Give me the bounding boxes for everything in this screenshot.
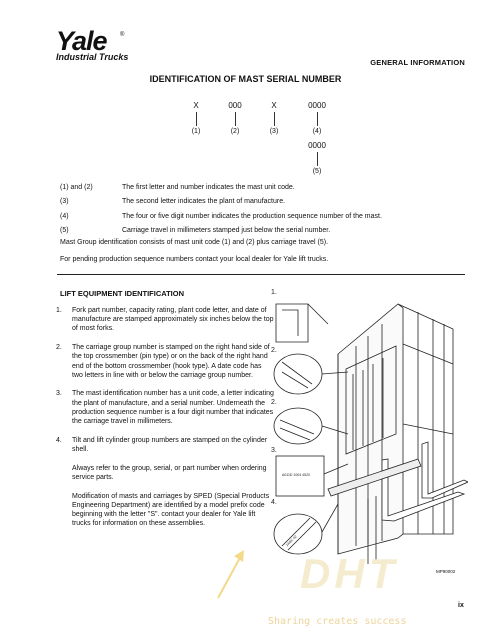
callout-carriage-bottom (271, 399, 348, 444)
mast-stamp-text: A011D 1004 4520 (282, 473, 310, 477)
code-leader-line (196, 112, 197, 126)
item-text: The mast identification number has a unit code, a letter indicating the plant of manufacture, and a serial number. Underneath the production sequence number is a four digit number that indicates the carriage travel in millimeters. (72, 390, 274, 426)
item-text: Fork part number, capacity rating, plant code letter, and date of manufacture are stamped approximately six inches below the top of most forks. (72, 307, 274, 333)
page-number: ix (458, 602, 464, 609)
definition-key: (3) (60, 198, 69, 206)
definition-row (60, 195, 480, 209)
item-text: The carriage group number is stamped on the right hand side of the top crossmember (pin type) or on the back of the right hand end of the bottom crossmember (hook type). A date code has two letters in line with or below the carriage group number. (72, 344, 270, 379)
callout-number: 4. (271, 499, 277, 506)
code-label: (2) (230, 128, 240, 135)
definition-text: The second letter indicates the plant of manufacture. (122, 198, 286, 206)
list-item (56, 389, 274, 426)
mast-group-note: Mast Group identification consists of mast unit code (1) and (2) plus carriage travel (5). (60, 239, 329, 246)
callout-carriage-top (271, 347, 348, 394)
registered-mark: ® (120, 32, 125, 38)
lift-items-list (56, 306, 274, 538)
section-title: GENERAL INFORMATION (370, 58, 465, 67)
list-item (56, 343, 274, 380)
definition-key: (5) (60, 226, 69, 234)
definition-key: (1) and (2) (60, 184, 93, 191)
definition-text: Carriage travel in millimeters stamped just below the serial number. (122, 226, 331, 234)
definition-text: The four or five digit number indicates the production sequence number of the mast. (122, 212, 382, 220)
item-number: 3. (56, 390, 62, 398)
list-item (56, 436, 274, 454)
service-parts-paragraph: Always refer to the group, serial, or part number when ordering service parts. (72, 464, 267, 481)
item-number: 2. (56, 344, 62, 352)
definition-key: (4) (60, 212, 69, 220)
definition-text: The first letter and number indicates the mast unit code. (122, 184, 295, 191)
code-label: (1) (191, 128, 201, 135)
definition-row (60, 181, 480, 195)
code-unit-number: 000 (228, 101, 242, 110)
code-leader-line (317, 112, 318, 126)
sped-paragraph: Modification of masts and carriages by SPED (Special Products Engineering Department) are identified by a model prefix code beginning with the letter "S". contact your dealer for Yale lift trucks for information on these assemblies. (72, 492, 270, 528)
watermark-tagline: Sharing creates success (268, 616, 407, 627)
section-divider (57, 274, 465, 275)
code-definitions (60, 181, 480, 238)
watermark-arrow-icon (214, 548, 248, 602)
callout-number: 2. (271, 347, 277, 354)
code-sequence-number: 0000 (308, 101, 326, 110)
yale-logo: Yale (56, 26, 107, 56)
cylinder-stamp-text: 2ABC 42 (285, 534, 298, 548)
list-item (56, 306, 274, 334)
logo-subtitle: Industrial Trucks (56, 52, 129, 62)
item-number: 1. (56, 307, 62, 314)
callout-cylinder (271, 499, 338, 554)
page-title: IDENTIFICATION OF MAST SERIAL NUMBER (149, 74, 342, 84)
watermark-logo: DHT (300, 550, 399, 597)
callout-number: 3. (271, 447, 277, 454)
code-leader-line (317, 152, 318, 166)
code-leader-line (274, 112, 275, 126)
definition-row (60, 210, 480, 224)
code-plant-letter: X (271, 101, 277, 110)
item-text: Tilt and lift cylinder group numbers are stamped on the cylinder shell. (72, 436, 268, 453)
code-label: (3) (269, 128, 279, 135)
code-unit-letter: X (193, 101, 199, 110)
code-label: (4) (312, 128, 322, 135)
lift-section-heading: LIFT EQUIPMENT IDENTIFICATION (60, 289, 185, 298)
dealer-note: For pending production sequence numbers contact your local dealer for Yale lift trucks. (60, 256, 329, 263)
code-leader-line (235, 112, 236, 126)
figure-id: MP90002 (436, 569, 456, 574)
callout-fork (271, 289, 328, 342)
code-carriage-travel: 0000 (308, 141, 326, 150)
definition-row (60, 224, 480, 238)
callout-number: 2. (271, 399, 277, 406)
item-number: 4. (56, 436, 62, 444)
code-label: (5) (312, 168, 322, 175)
mast-illustration (268, 284, 468, 584)
callout-number: 1. (271, 289, 277, 296)
